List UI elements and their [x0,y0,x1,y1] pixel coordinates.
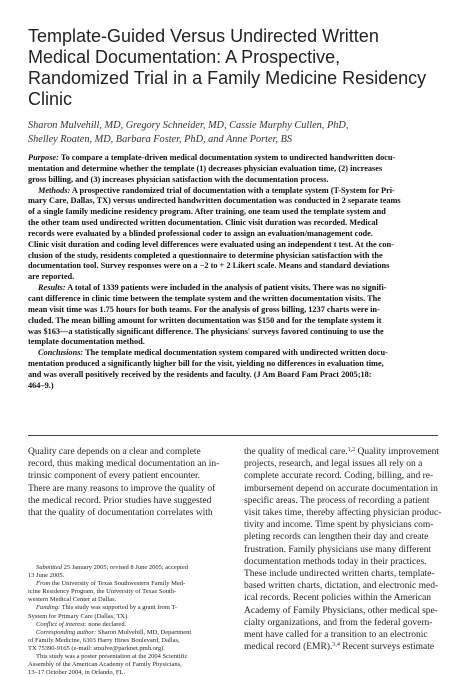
body-line: the medical record. Prior studies have suggested [28,495,212,506]
body-line: These include undirected written charts, template- [244,569,435,580]
abstract-line: mary Care, Dallas, TX) versus undirected handwritten documentation was conducted in 2 separate teams [28,196,401,206]
article-footnotes [28,564,228,677]
body-line: imbursement depend on accurate documentation in [244,483,438,494]
abstract-text: To compare a template-driven medical documentation system to undirected handwritten docu- [58,153,396,162]
abstract-line: documentation tool. Survey responses were on a −2 to + 2 Likert scale. Means and standard deviations [28,261,390,271]
footnote-text: the University of Texas Southwestern Family Med- [50,580,186,588]
abstract-line [28,348,440,359]
body-text: Quality improvement [355,447,440,457]
body-line: frustration. Family physicians use many different [244,544,432,555]
footnote-line: TX 75390-9165 (e-mail: smulve@parknet.pmh.org). [28,644,165,652]
abstract-purpose [28,153,440,186]
body-line: record, thus making medical documentation an in- [28,459,220,470]
footnote-line: System for Primary Care (Dallas, TX). [28,612,129,620]
body-line: There are many reasons to improve the quality of [28,483,216,494]
abstract-line: records were evaluated by a blinded professional coder to assign an evaluation/management code. [28,228,373,238]
author-list [28,119,438,147]
abstract-text: A prospective randomized trial of documentation with a template system (T-System for Pri- [70,185,395,195]
body-line: cialty organizations, and from the federal govern- [244,617,433,628]
footnote-line: western Medical Center at Dallas. [28,596,117,604]
author-line: Sharon Mulvehill, MD, Gregory Schneider, MD, Cassie Murphy Cullen, PhD, [28,120,349,131]
funding-label: Funding: [36,604,61,612]
footnote-line: This study was a poster presentation at the 2004 Scientific [36,653,188,661]
abstract-line: cant difference in clinic time between the template system and the written documentation visits. The [28,293,381,303]
body-text: the quality of medical care. [244,447,348,457]
citation-superscript: 1,2 [347,447,356,453]
abstract-line: template documentation method. [28,337,145,347]
body-column-left [28,446,224,519]
body-text: Recent surveys estimate [339,642,435,653]
purpose-label: Purpose: [28,153,59,162]
submitted-label: Submitted [36,564,62,571]
body-line: projects, research, and legal issues all rely on a [244,459,423,470]
footnote-line: of Family Medicine, 6303 Harry Hines Boulevard, Dallas, [28,636,180,644]
abstract-line: cluded. The mean billing amount for written documentation was $150 and for the template system it [28,315,382,325]
abstract-line: mean visit time was 1.75 hours for both teams. For the analysis of gross billing, 1237 charts were in- [28,304,380,314]
abstract-line: mentation produced a significantly higher bill for the visit, yielding no differences in evaluation time, [28,359,384,369]
body-line: based written charts, dictation, and electronic med- [244,581,439,592]
abstract-line: the other team used undirected written documentation. Clinic visit duration was recorded. Medical [28,218,378,228]
abstract-line: clusion of the study, residents completed a questionnaire to determine physician satisfaction with the [28,250,383,260]
body-line: trinsic component of every patient encounter. [28,471,200,482]
body-line: documentation methods today in their practices. [244,556,427,567]
abstract-line [28,283,440,294]
article-title [28,26,438,110]
body-column-right [244,446,440,653]
footnote-text: none declared. [86,620,127,628]
citation-superscript: 3,4 [332,642,340,649]
abstract-methods [28,186,440,284]
footnote-line [28,564,228,572]
abstract [28,153,440,392]
footnote-text: 25 January 2005; revised 8 June 2005; accepted [62,564,188,571]
abstract-results [28,283,440,348]
abstract-text: The template medical documentation system compared with undirected written docu- [83,348,388,358]
conflict-label: Conflict of interest: [36,620,87,628]
title-line: Randomized Trial in a Family Medicine Residency [28,68,427,88]
abstract-line: of a single family medicine residency program. After training, one team used the template system and [28,207,386,217]
body-line: Quality care depends on a clear and complete [28,447,201,457]
footnote-text: Sharon Mulvehill, MD, Department [96,628,192,636]
footnote-text: This study was supported by a grant from T- [60,604,177,612]
from-label: From [36,580,51,588]
body-line: tivity and income. Time spent by physicians com- [244,520,434,531]
abstract-line: gross billing, and (3) increases physician satisfaction with the documentation process. [28,174,329,184]
abstract-conclusions [28,348,440,391]
abstract-line [28,186,440,197]
abstract-line: and was overall positively received by the residents and faculty. (J Am Board Fam Pract 2005;18: [28,369,372,379]
methods-label: Methods: [38,185,71,195]
footnote-line [28,629,228,637]
body-text: medical record (EMR). [244,642,333,653]
body-line [244,446,440,458]
body-line: ical records. Recent policies within the American [244,593,432,604]
title-line: Template-Guided Versus Undirected Written [28,26,379,46]
footnote-line: 13 June 2005. [28,572,65,580]
results-label: Results: [38,283,66,293]
footnote-line: icine Residency Program, the University of Texas South- [28,588,177,596]
abstract-text: A total of 1339 patients were included in the analysis of patient visits. There was no signifi- [65,283,387,293]
footnote-line: Assembly of the American Academy of Family Physicians, [28,661,182,669]
body-line: Academy of Family Physicians, other medical spe- [244,605,438,616]
body-line: that the quality of documentation correlates with [28,508,213,519]
footnote-line [28,604,228,612]
corresponding-label: Corresponding author: [36,628,97,636]
abstract-line: Clinic visit duration and coding level differences were evaluated using an independent t test. At the con- [28,239,394,249]
footnote-line: 13–17 October 2004, in Orlando, FL. [28,669,126,677]
body-line: complete accurate record. Coding, billing, and re- [244,471,434,482]
author-line: Shelley Roaten, MD, Barbara Foster, PhD, and Anne Porter, BS [28,134,293,145]
body-line: ment have called for a transition to an electronic [244,630,428,641]
conclusions-label: Conclusions: [38,348,84,358]
abstract-line: are reported. [28,272,75,282]
body-line: pleting records can lengthen their day and create [244,532,429,543]
title-line: Medical Documentation: A Prospective, [28,47,341,67]
body-line: specific areas. The process of recording a patient [244,495,430,506]
abstract-line [28,153,440,164]
title-line: Clinic [28,89,73,109]
body-line [244,641,440,653]
abstract-line: was $163—a statistically significant difference. The physicians' surveys favored continuing to use the [28,326,384,336]
body-line: visit takes time, thereby affecting physician produc- [244,508,442,519]
abstract-line: 464–9.) [28,380,54,390]
section-divider [28,435,438,436]
footnote-line [28,621,228,629]
abstract-line: mentation and determine whether the template (1) decreases physician evaluation time, (2) increases [28,163,383,173]
footnote-line [28,580,228,588]
